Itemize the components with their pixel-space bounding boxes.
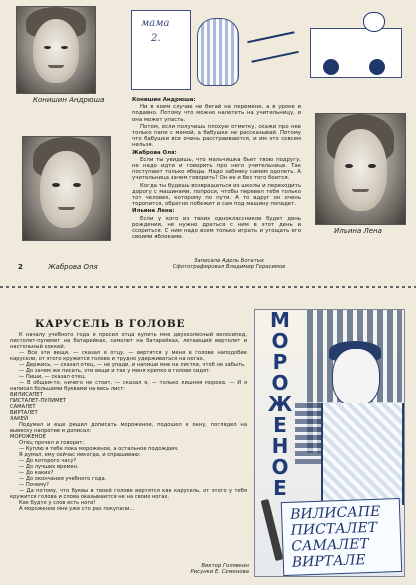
- story-paragraph-8: Отец прочел и говорит:: [19, 440, 85, 447]
- vertical-word-letter: Н: [271, 434, 289, 458]
- story-paragraph-13: — До каких?: [19, 470, 54, 477]
- vertical-word-letter: О: [271, 455, 289, 479]
- story-paragraph-3: — Держись, — сказал отец, — не упади, и напиши мне на листке, чтоб не забыть.: [19, 362, 246, 369]
- andrey-paragraph-1: Ни в коем случае не бегай на перемене, а в уроке и подавно. Потому что можно налететь на учительницу, и она может упасть.: [132, 104, 301, 123]
- photo-andrey: [16, 6, 96, 94]
- page-separator: [0, 286, 416, 288]
- top-credit-line-2: Сфотографировал Владимир Герасимов: [172, 264, 286, 271]
- story-paragraph-17: Как будто у слов есть ноги!: [19, 500, 96, 507]
- story-paragraph-14: — До окончания учебного года.: [19, 476, 107, 483]
- writing-pad: [281, 498, 403, 576]
- vertical-word-letter: Р: [272, 350, 288, 374]
- story-credit: [169, 563, 249, 576]
- car-art: [310, 28, 402, 78]
- notebook-text-1: мама: [141, 18, 170, 29]
- andrey-paragraph-2: Потом, если получишь плохую отметку, скажи про нее только папе с мамой, а бабушке не рассказывай. Потому что бабушки все очень расстраиваются, и им это совсем нельзя.: [132, 123, 301, 149]
- vertical-word-letter: Е: [273, 413, 287, 437]
- story-paragraph-16: — Да потому, что буквы в твоей голове вертятся как карусель, от этого у тебя кружится голова и слова оказываются не на своих ногах.: [10, 488, 247, 501]
- top-credit: [146, 258, 312, 271]
- story-paragraph-7: Подумал и еще решил дописать мороженое, подошел к окну, поглядел на вывеску напротив и дописал:: [10, 422, 247, 435]
- andrey-heading: Конишин Андрюша:: [132, 97, 196, 103]
- pad-line-3: САМАЛЕТ: [291, 536, 370, 555]
- lena-paragraph-1: Если у кого из твоих одноклассников будет день рождения, не нужно драться с ним в этот день и ссориться. С ним надо всем только играть и угощать его своими яблоками.: [132, 215, 301, 241]
- story-list-item-2: ПИСТАЛЕТ-ПУЛИМЕТ: [10, 398, 67, 405]
- story-list-item-4: ВИРТАЛЕТ: [10, 410, 38, 417]
- story-paragraph-18: А мороженое мне уже сто раз покупали...: [19, 506, 135, 513]
- olya-paragraph-1: Если ты увидишь, что мальчишка бьет твою подругу, не надо идти и говорить про него учительнице. Так поступают только ябеды. Надо забияку самим одолеть. А учительница зачем говорить? Он ее и без того боится.: [132, 156, 301, 182]
- lena-heading: Ильина Лена:: [132, 208, 175, 215]
- notebook-art: [131, 10, 191, 90]
- caption-andrey: Конишин Андрюша: [33, 96, 105, 104]
- story-paragraph-1: К началу учебного года я просил отца купить мне двухколесный велосипед, пистолет-пулемет на батарейках, самолет на батарейках, летающий вертолет и настольный хоккей.: [10, 332, 247, 351]
- vertical-word-letter: Ж: [267, 392, 293, 416]
- pad-line-4: ВИРТАЛЕ: [291, 552, 366, 571]
- story-paragraph-4: — До зачем же писать, эти вещи и так у меня крепко в голове сидят.: [19, 368, 211, 375]
- header-illustration: [131, 8, 411, 90]
- car-wheel-icon: [369, 59, 385, 75]
- story-paragraph-15: — Почему?: [19, 482, 49, 489]
- apple-icon: [363, 12, 385, 32]
- story-paragraph-11: — До которого часу?: [19, 458, 77, 465]
- page-number: 2: [18, 263, 23, 271]
- caption-lena: Ильина Лена: [334, 227, 382, 235]
- story-paragraph-6: — В общем-то, ничего не стоит, — сказал я, — только лишняя морока. — И я написал большими буквами на весь лист:: [10, 380, 247, 393]
- story-list-item-3: САМАЛЕТ: [10, 404, 36, 411]
- doll-art: [197, 18, 239, 86]
- olya-paragraph-2: Когда ты будешь возвращаться из школы и переходить дорогу с машинами, попроси, чтобы перевел тебя только тот человек, которому по пути. А то вдруг он очень торопится, обратно побежит и сам под машину попадет.: [132, 182, 301, 208]
- story-title: КАРУСЕЛЬ В ГОЛОВЕ: [35, 318, 186, 330]
- story-text: [10, 332, 249, 576]
- story-paragraph-2: — Все эти вещи, — сказал я отцу, — вертятся у меня в голове наподобие карусели, от этого кружится голова и трудно удерживаться на ногах.: [10, 350, 247, 363]
- top-credit-line-1: Записала Адель Богатых: [193, 258, 265, 264]
- story-credit-line-1: Виктор Голявкин: [201, 563, 249, 569]
- story-paragraph-5: — Пиши, — сказал отец.: [19, 374, 86, 381]
- caption-olya: Жаброва Оля: [48, 263, 98, 271]
- pad-line-1: ВИЛИСАПЕ: [289, 503, 381, 523]
- story-list-item-6: МОРОЖЕНОЕ: [10, 434, 46, 441]
- advice-text: [132, 97, 301, 242]
- story-credit-line-2: Рисунки Е. Семенова: [190, 569, 249, 576]
- boy-head: [332, 348, 380, 406]
- photo-lena: [315, 113, 406, 225]
- boy-body: [321, 403, 404, 505]
- story-paragraph-9: — Куплю я тебе пока мороженое, а остальное подождем.: [19, 446, 179, 453]
- story-list-item-1: ВИЛИСАПЕТ: [10, 392, 43, 399]
- plane-icon: [247, 31, 299, 62]
- vertical-word-letter: М: [270, 309, 290, 332]
- car-wheel-icon: [323, 59, 339, 75]
- ice-cream-poster: [254, 309, 405, 577]
- story-list-item-5: ХАКЕЙ: [10, 416, 28, 423]
- vertical-word-letter: О: [271, 371, 289, 395]
- story-paragraph-12: — До лучших времен.: [19, 464, 79, 471]
- pad-line-2: ПИСТАЛЕТ: [290, 519, 378, 539]
- photo-olya: [22, 136, 111, 241]
- story-paragraph-10: Я думал, ему сейчас некогда, и спрашиваю:: [19, 452, 141, 459]
- notebook-text-2: 2.: [151, 33, 161, 44]
- olya-heading: Жаброва Оля:: [132, 149, 177, 156]
- vertical-word-letter: Е: [273, 476, 287, 500]
- vertical-word-letter: О: [271, 329, 289, 353]
